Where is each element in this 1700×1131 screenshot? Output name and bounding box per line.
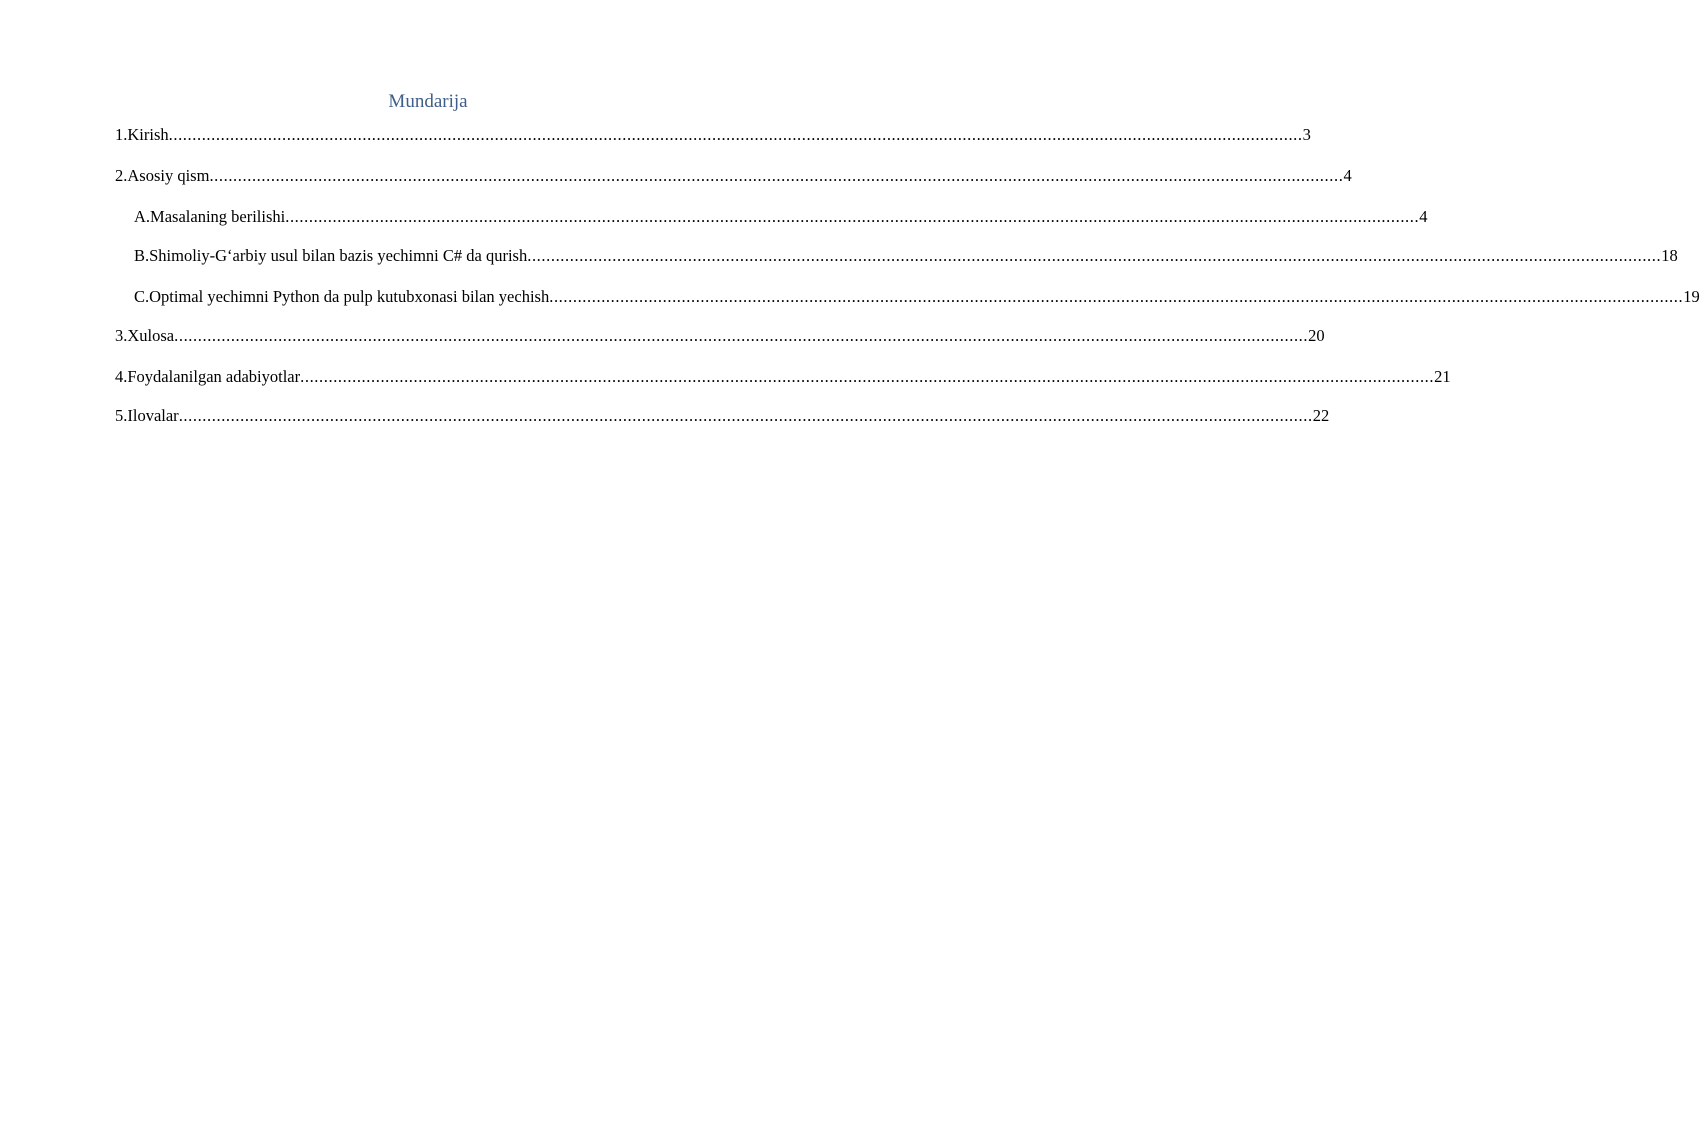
toc-entry-page: 18 — [1661, 246, 1678, 265]
toc-dot-leader: ................................................................................................................................................................................................................................................ — [209, 166, 1344, 185]
toc-entry-ilovalar — [115, 405, 1330, 427]
toc-dot-leader: ................................................................................................................................................................................................................................................ — [178, 406, 1313, 425]
toc-entry-label: C.Optimal yechimni Python da pulp kutubxonasi bilan yechish — [134, 287, 550, 306]
toc-entry-label: 3.Xulosa — [115, 326, 175, 345]
toc-dot-leader: ................................................................................................................................................................................................................................................ — [285, 207, 1420, 226]
toc-entry-shimoliy-garbiy-usul — [134, 245, 1678, 267]
toc-entry-optimal-yechim — [134, 286, 1700, 308]
toc-entry-page: 4 — [1343, 166, 1352, 185]
toc-entry-label: B.Shimoliy-G‘arbiy usul bilan bazis yechimni C# da qurish — [134, 246, 528, 265]
toc-dot-leader: ................................................................................................................................................................................................................................................ — [527, 246, 1662, 265]
toc-entry-masalaning-berilishi — [134, 206, 1428, 228]
toc-entry-page: 21 — [1434, 367, 1451, 386]
toc-entry-page: 19 — [1683, 287, 1700, 306]
toc-entry-label: 4.Foydalanilgan adabiyotlar — [115, 367, 301, 386]
toc-entry-page: 22 — [1312, 406, 1330, 425]
toc-entry-label: A.Masalaning berilishi — [134, 207, 286, 226]
toc-title: Mundarija — [388, 91, 468, 112]
toc-entry-foydalanilgan-adabiyotlar — [115, 366, 1451, 388]
toc-dot-leader: ................................................................................................................................................................................................................................................ — [300, 367, 1435, 386]
toc-entry-label: 1.Kirish — [115, 125, 169, 144]
toc-entry-page: 4 — [1419, 207, 1428, 226]
toc-entry-asosiy-qism — [115, 165, 1352, 187]
toc-dot-leader: ................................................................................................................................................................................................................................................ — [549, 287, 1684, 306]
toc-dot-leader: ................................................................................................................................................................................................................................................ — [168, 125, 1303, 144]
toc-entry-page: 20 — [1308, 326, 1325, 345]
toc-entry-label: 5.Ilovalar — [115, 406, 179, 425]
toc-entry-xulosa — [115, 325, 1325, 347]
toc-entry-kirish — [115, 124, 1311, 146]
toc-entry-page: 3 — [1302, 125, 1311, 144]
toc-entry-label: 2.Asosiy qism — [115, 166, 210, 185]
toc-dot-leader: ................................................................................................................................................................................................................................................ — [174, 326, 1309, 345]
